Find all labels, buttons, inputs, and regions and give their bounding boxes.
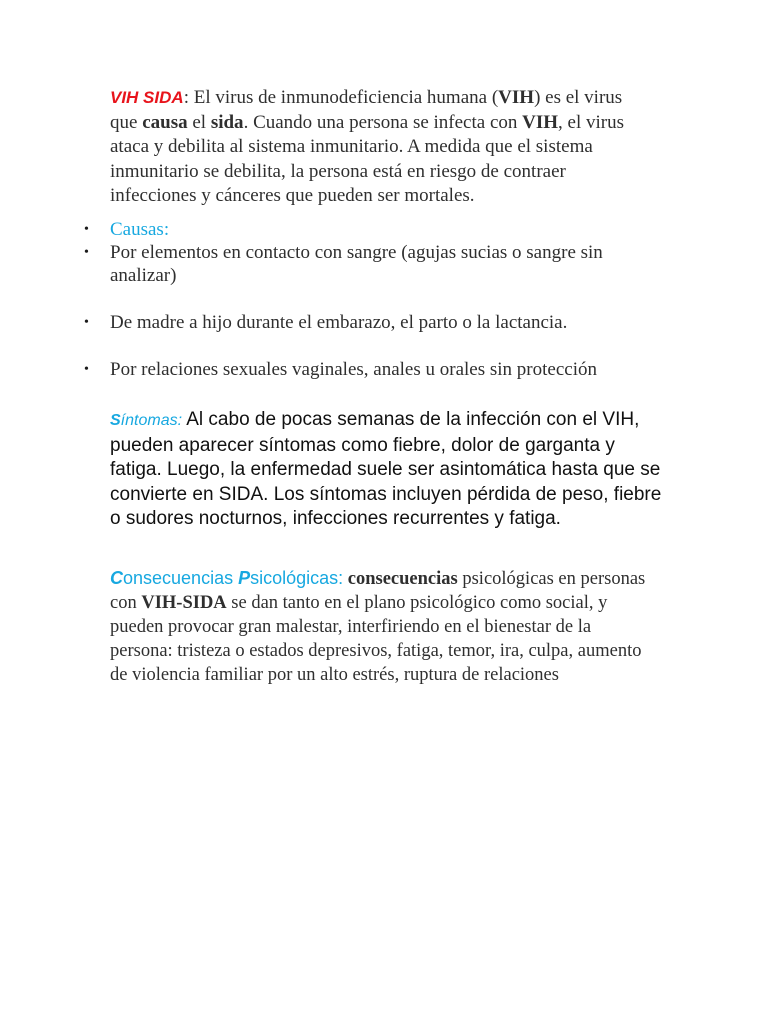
cause-item-text: De madre a hijo durante el embarazo, el parto o la lactancia. xyxy=(110,312,568,333)
vih-sida-colon: : xyxy=(183,87,189,108)
vih-text-2: ) es el virus que xyxy=(110,87,623,133)
cause-item-text: Por relaciones sexuales vaginales, anales u orales sin protección xyxy=(110,359,597,380)
list-item xyxy=(82,358,662,381)
consecuencias-heading-rest-1: onsecuencias xyxy=(123,568,239,588)
vih-bold-1: VIH xyxy=(498,87,535,108)
sintomas-paragraph xyxy=(110,408,670,532)
vih-bold-2: causa xyxy=(142,111,188,133)
sintomas-label xyxy=(110,412,182,429)
consecuencias-heading-rest-2: sicológicas: xyxy=(250,568,344,588)
bullet-icon: • xyxy=(84,245,89,260)
consecuencias-paragraph xyxy=(110,566,658,687)
vih-text-4: . Cuando una persona se infecta con xyxy=(243,111,523,133)
consecuencias-text-2: se dan tanto en el plano psicológico como social, y pueden provocar gran malestar, interfiriendo en el bienestar de la persona: tristeza o estados depresivos, fatiga, temor, ira, culpa, aumento de violencia familiar por un alto estrés, ruptura de relaciones xyxy=(110,593,642,685)
consecuencias-heading xyxy=(110,568,343,588)
bullet-icon: • xyxy=(84,362,89,377)
consecuencias-bold-2: VIH-SIDA xyxy=(141,593,227,613)
sintomas-label-rest: íntomas: xyxy=(120,412,183,429)
vih-bold-4: VIH xyxy=(522,111,559,133)
list-item xyxy=(82,218,662,241)
vih-text-3: el xyxy=(187,111,211,133)
consecuencias-cap-p: P xyxy=(238,568,251,588)
vih-sida-paragraph xyxy=(110,86,650,209)
consecuencias-text-1: psicológicas en personas con xyxy=(110,569,646,613)
sintomas-text: Al cabo de pocas semanas de la infección con el VIH, pueden aparecer síntomas como fiebre, dolor de garganta y fatiga. Luego, la enfermedad suele ser asintomática hasta que se convierte en SIDA. Los síntomas incluyen pérdida de peso, fiebre o sudores nocturnos, infecciones recurrentes y fatiga. xyxy=(110,409,662,529)
consecuencias-cap-c: C xyxy=(110,568,123,588)
consecuencias-bold-1: consecuencias xyxy=(347,569,458,589)
vih-text-5: , el virus ataca y debilita al sistema inmunitario. A medida que el sistema inmunitario se debilita, la persona está en riesgo de contraer infecciones y cánceres que pueden ser mortales. xyxy=(110,111,625,206)
causes-list xyxy=(82,218,662,381)
causes-heading: Causas: xyxy=(110,219,170,240)
cause-item-text: Por elementos en contacto con sangre (agujas sucias o sangre sin analizar) xyxy=(110,242,603,286)
vih-text-1: El virus de inmunodeficiencia humana ( xyxy=(188,87,499,108)
list-item xyxy=(82,311,662,334)
list-item xyxy=(82,241,662,287)
bullet-icon: • xyxy=(84,222,89,237)
vih-sida-label: VIH SIDA xyxy=(110,88,184,107)
vih-bold-3: sida xyxy=(210,111,244,133)
sintomas-label-cap: S xyxy=(110,412,121,429)
bullet-icon: • xyxy=(84,315,89,330)
